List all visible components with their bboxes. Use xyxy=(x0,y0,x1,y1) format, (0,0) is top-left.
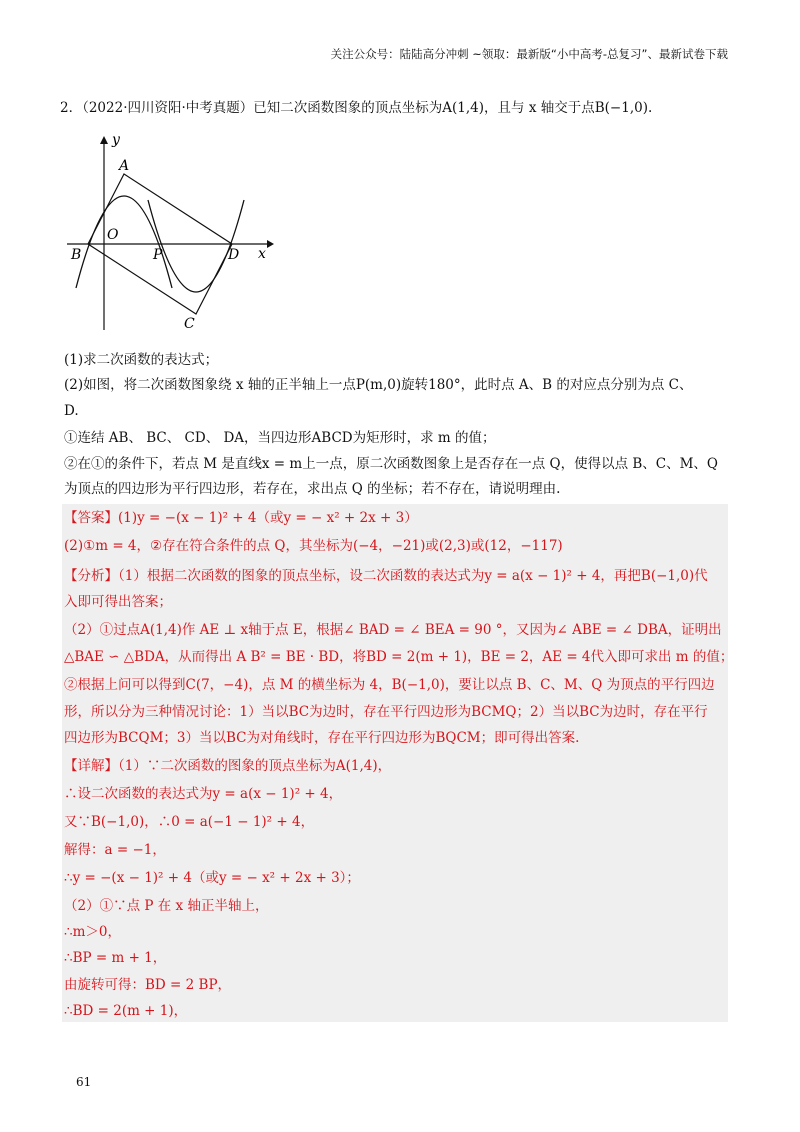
detail-line10: ∴BD = 2(m + 1)， xyxy=(64,1003,188,1019)
part2-question-line2: D. xyxy=(64,403,79,419)
analysis-line5: ②根据上问可以得到C(7，−4)，点 M 的横坐标为 4，B(−1,0)，要让以点 B、C、M、Q 为顶点的平行四边 xyxy=(64,677,715,693)
label-b: B xyxy=(71,247,82,263)
detail-line8: ∴BP = m + 1， xyxy=(64,950,167,966)
part2-subquestion-2-line1: ②在①的条件下，若点 M 是直线x = m上一点，原二次函数图象上是否存在一点 Q，使得以点 B、C、M、Q xyxy=(64,456,719,472)
label-o: O xyxy=(107,227,119,243)
answer-tag: 【答案】 xyxy=(64,510,118,526)
detail-text-1: （1）∵二次函数的图象的顶点坐标为A(1,4)， xyxy=(118,758,392,774)
detail-line1 xyxy=(64,756,391,776)
detail-line7: ∴m＞0， xyxy=(64,924,121,940)
page-header: 关注公众号：陆陆高分冲刺 ~领取：最新版“小中高考-总复习”、最新试卷下载 xyxy=(330,47,728,61)
analysis-line7: 四边形为BCQM；3）当以BC为对角线时，存在平行四边形为BQCM；即可得出答案. xyxy=(64,730,580,746)
answer-line2: (2)①m = 4，②存在符合条件的点 Q，其坐标为(−4，−21)或(2,3)或(12，−117) xyxy=(64,538,563,554)
part2-subquestion-2-line2: 为顶点的四边形为平行四边形，若存在，求出点 Q 的坐标；若不存在，请说明理由. xyxy=(64,481,561,497)
analysis-text-1: （1）根据二次函数的图象的顶点坐标，设二次函数的表达式为y = a(x − 1)² + 4，再把B(−1,0)代 xyxy=(118,568,708,584)
answer-text-1: (1)y = −(x − 1)² + 4（或y = − x² + 2x + 3） xyxy=(118,510,418,526)
detail-line3: 又∵B(−1,0)，∴0 = a(−1 − 1)² + 4， xyxy=(64,814,315,830)
answer-line1 xyxy=(64,508,418,528)
detail-line4: 解得：a = −1， xyxy=(64,842,166,858)
detail-line6: （2）①∵点 P 在 x 轴正半轴上， xyxy=(64,898,269,914)
rotated-parabola xyxy=(148,200,244,292)
label-c: C xyxy=(184,316,195,332)
analysis-line2: 入即可得出答案； xyxy=(64,594,172,610)
part1-question: (1)求二次函数的表达式； xyxy=(64,352,219,368)
label-a: A xyxy=(119,158,130,174)
label-d: D xyxy=(228,247,240,263)
label-x: x xyxy=(258,246,266,262)
x-axis-arrow xyxy=(267,240,274,248)
part2-subquestion-1: ①连结 AB、 BC、 CD、 DA，当四边形ABCD为矩形时，求 m 的值； xyxy=(64,430,496,446)
label-p: P xyxy=(153,247,163,263)
problem-stem: 2．（2022·四川资阳·中考真题）已知二次函数图象的顶点坐标为A(1,4)，且与 x 轴交于点B(−1,0). xyxy=(60,100,653,116)
detail-line2: ∴设二次函数的表达式为y = a(x − 1)² + 4， xyxy=(64,786,343,802)
analysis-line6: 形，所以分为三种情况讨论：1）当以BC为边时，存在平行四边形为BCMQ；2）当以BC为边时，存在平行 xyxy=(64,704,708,720)
label-y: y xyxy=(112,132,120,148)
analysis-tag: 【分析】 xyxy=(64,568,118,584)
analysis-line4: △BAE ∽ △BDA，从而得出 A B² = BE · BD，将BD = 2(m + 1)，BE = 2，AE = 4代入即可求出 m 的值； xyxy=(64,649,734,665)
detail-line5: ∴y = −(x − 1)² + 4（或y = − x² + 2x + 3）； xyxy=(64,870,360,886)
y-axis-arrow xyxy=(100,136,108,144)
page-number: 61 xyxy=(76,1075,92,1089)
part2-question-line1: (2)如图，将二次函数图象绕 x 轴的正半轴上一点P(m,0)旋转180°，此时点 A、B 的对应点分别为点 C、 xyxy=(64,377,693,393)
original-parabola xyxy=(76,196,172,288)
analysis-line3: （2）①过点A(1,4)作 AE ⊥ x轴于点 E，根据∠ BAD = ∠ BEA = 90 °，又因为∠ ABE = ∠ DBA，证明出 xyxy=(64,622,722,638)
detail-tag: 【详解】 xyxy=(64,758,118,774)
function-graph-figure xyxy=(62,130,282,340)
analysis-line1 xyxy=(64,566,708,586)
detail-line9: 由旋转可得：BD = 2 BP， xyxy=(64,977,232,993)
